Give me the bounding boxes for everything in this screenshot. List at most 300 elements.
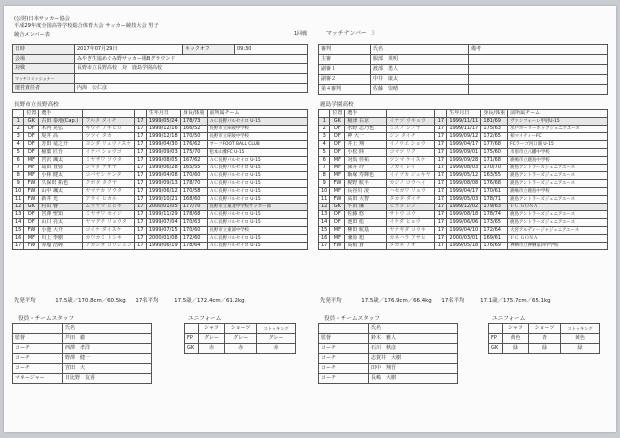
player-number: 12 <box>319 203 330 211</box>
player-kana: カネハラ アサヒ <box>387 234 435 242</box>
player-dob: 1999/04/08 <box>146 172 180 180</box>
uniform-head-blank <box>489 324 503 334</box>
uniform-head-shirt: シャツ <box>199 324 225 334</box>
player-dob: 1999/07/04 <box>146 219 180 227</box>
player-number: 13 <box>13 211 24 219</box>
player-position: MF <box>330 187 345 195</box>
uniform-table-right <box>488 323 600 354</box>
player-club: 長野市立犀陵中学校 <box>207 125 307 133</box>
player-number: 13 <box>319 211 330 219</box>
uniform-shorts: 赤 <box>225 344 257 354</box>
player-name: 山中 颯太 <box>39 187 83 195</box>
player-dob: 2000/03/01 <box>447 234 481 242</box>
player-height-weight: 163/55 <box>481 172 508 180</box>
player-grade: 17 <box>435 156 447 164</box>
info-value: 長野市立長野高校 対 鹿島学園高校 <box>75 64 308 74</box>
official-name: 中井 康太 <box>371 75 469 85</box>
player-kana: カジノ コウヘイ <box>387 180 435 188</box>
uniform-shirt: 黄色 <box>503 334 529 344</box>
uniform-head-shorts: ショーツ <box>528 324 560 334</box>
player-height-weight: 169/61 <box>481 234 508 242</box>
player-position: DF <box>330 133 345 141</box>
official-role: 副審１ <box>319 65 371 75</box>
official-name: 佐藤 崇晴 <box>371 85 469 95</box>
round-label: 1回戦 <box>294 31 308 37</box>
player-kana: ミヤザワ ソウタ <box>83 156 134 164</box>
uniform-shorts: 青 <box>528 334 560 344</box>
avg-value: 17.5歳／170.8cm／60.5kg <box>55 298 126 304</box>
uniform-header <box>185 324 296 334</box>
player-dob: 1999/08/08 <box>447 180 481 188</box>
player-name: 柳田 航基 <box>345 226 387 234</box>
player-position: GK <box>24 203 39 211</box>
player-kana: イノウエ ショウ <box>387 141 435 149</box>
left-averages <box>14 296 245 304</box>
player-grade: 17 <box>134 164 146 172</box>
player-club: ＦＣ ＧＯＮＡ <box>508 234 608 242</box>
player-row <box>13 211 308 219</box>
player-position: FW <box>24 226 39 234</box>
player-dob: 1999/04/30 <box>146 141 180 149</box>
player-position: FW <box>24 242 39 250</box>
player-position: DF <box>330 211 345 219</box>
player-kana: ツツイ タカ <box>83 133 134 141</box>
player-height-weight: 170/50 <box>180 133 207 141</box>
player-row <box>319 172 608 180</box>
player-height-weight: 181/69 <box>481 117 508 125</box>
uniform-head-shirt: シャツ <box>503 324 529 334</box>
player-dob: 1999/12/02 <box>447 203 481 211</box>
player-club: ＡＣ長野パルセイロ U-15 <box>207 180 307 188</box>
player-position: FW <box>330 195 345 203</box>
staff-name: 野澤 健一 <box>63 354 152 364</box>
player-name: 兼原 旭 <box>345 234 387 242</box>
player-name: 梶野 航平 <box>345 180 387 188</box>
player-grade: 17 <box>435 133 447 141</box>
info-row <box>13 54 308 64</box>
staff-name: 志賀井 大樹 <box>369 354 458 364</box>
player-kana: ヤマグチ リョウタ <box>83 219 134 227</box>
uniform-row <box>489 334 600 344</box>
player-position: DF <box>24 148 39 156</box>
player-name: 堤井 高 <box>39 133 83 141</box>
player-height-weight: 178/71 <box>481 195 508 203</box>
player-kana: ツシマ ケイスケ <box>387 156 435 164</box>
player-club: 長野市立東北中学校サッカー部 <box>207 203 307 211</box>
uniform-left-title: ユニフォーム <box>188 316 222 322</box>
col-head-name: 選手 <box>39 110 83 118</box>
player-kana: キウチ アキヒロ <box>83 125 134 133</box>
official-note <box>469 65 608 75</box>
player-position: FW <box>24 180 39 188</box>
uniform-table-left <box>184 323 296 354</box>
staff-row <box>13 344 152 354</box>
officials-header <box>319 45 608 55</box>
player-number: 6 <box>319 156 330 164</box>
sub-avg-label: 17名平均 <box>441 298 465 304</box>
uniform-right-title: ユニフォーム <box>492 316 526 322</box>
player-grade: 17 <box>134 211 146 219</box>
player-club: 柏マイティーFC <box>508 133 608 141</box>
player-height-weight: 175/60 <box>481 148 508 156</box>
uniform-shorts: 緑 <box>528 344 560 354</box>
staff-row <box>319 344 458 354</box>
player-row <box>13 219 308 227</box>
avg-value: 17.5歳／176.9cm／66.4kg <box>361 298 432 304</box>
player-grade: 17 <box>134 156 146 164</box>
player-row <box>13 125 308 133</box>
player-kana: カワカミ トシキ <box>83 234 134 242</box>
player-name: 稲津 右京 <box>345 117 387 125</box>
staff-head-name: 氏名 <box>369 324 458 334</box>
player-grade: 17 <box>435 141 447 149</box>
uniform-head-shorts: ショーツ <box>225 324 257 334</box>
player-club: 鹿島アントラーズジュニアユース <box>508 211 608 219</box>
info-label: 対戦 <box>13 64 75 74</box>
player-number: 15 <box>13 226 24 234</box>
player-dob: 1999/09/12 <box>447 133 481 141</box>
player-row <box>13 164 308 172</box>
player-name: 島田 直弥 <box>39 164 83 172</box>
player-grade: 17 <box>435 117 447 125</box>
player-row <box>319 234 608 242</box>
player-number: 5 <box>13 148 24 156</box>
uniform-head-socks: ストッキング <box>561 324 600 334</box>
player-kana: シマダ ナオヤ <box>83 164 134 172</box>
player-name: 村山 響 <box>39 203 83 211</box>
player-row <box>319 148 608 156</box>
staff-role: コーチ <box>13 354 63 364</box>
staff-name: 芦田 徹 <box>63 334 152 344</box>
player-position: DF <box>24 141 39 149</box>
player-position: DF <box>24 125 39 133</box>
officials-head-cell: 氏名 <box>371 45 469 55</box>
player-club: FCラーゴ河口湖 U-15 <box>508 141 608 149</box>
player-row <box>13 148 308 156</box>
player-height-weight: 171/68 <box>481 156 508 164</box>
uniform-row <box>489 344 600 354</box>
player-club: 大宮アルディージャジュニアユース <box>508 226 608 234</box>
col-head-pos: 位置 <box>330 110 345 118</box>
player-row <box>13 156 308 164</box>
player-dob: 1999/11/17 <box>447 125 481 133</box>
player-number: 8 <box>319 172 330 180</box>
uniform-pos: FP <box>489 334 503 344</box>
player-row <box>319 226 608 234</box>
player-height-weight: 170/61 <box>481 187 508 195</box>
player-height-weight: 170/58 <box>180 187 207 195</box>
uniform-shirt: 緑 <box>503 344 529 354</box>
player-name: 高田 大智 <box>345 195 387 203</box>
info-row <box>13 64 308 74</box>
player-club: 鹿島アントラーズジュニアユース <box>508 219 608 227</box>
player-row <box>319 187 608 195</box>
player-kana: ミズノ シノヤ <box>387 125 435 133</box>
official-role: 副審２ <box>319 75 371 85</box>
player-number: 7 <box>13 164 24 172</box>
uniform-socks: 赤 <box>257 344 296 354</box>
match-number-value: 3 <box>371 30 375 37</box>
player-dob: 1999/06/28 <box>146 164 180 172</box>
player-position: FW <box>24 187 39 195</box>
player-dob: 1999/05/12 <box>447 172 481 180</box>
player-height-weight: 178/73 <box>180 117 207 125</box>
col-head-dob: 生年月日 <box>146 110 180 118</box>
player-kana: フルタ タイチ <box>83 117 134 125</box>
player-club: 長野市立犀陵中学校 <box>207 133 307 141</box>
player-number: 17 <box>319 242 330 250</box>
player-dob: 1999/04/17 <box>447 141 481 149</box>
player-grade: 17 <box>435 203 447 211</box>
player-height-weight: 170/63 <box>180 219 207 227</box>
player-number: 7 <box>319 164 330 172</box>
player-grade: 17 <box>134 125 146 133</box>
player-club: ＡＣ長野パルセイロ U-15 <box>207 211 307 219</box>
player-height-weight: 172/64 <box>481 226 508 234</box>
player-grade: 17 <box>134 234 146 242</box>
player-kana: ヤナギダ コウキ <box>387 226 435 234</box>
player-row <box>319 156 608 164</box>
player-grade: 17 <box>134 180 146 188</box>
staff-row <box>319 334 458 344</box>
uniform-pos: FP <box>185 334 199 344</box>
player-grade: 17 <box>435 164 447 172</box>
player-kana: ヒラタ レン <box>387 203 435 211</box>
player-dob: 1999/10/21 <box>146 195 180 203</box>
player-grade: 17 <box>435 211 447 219</box>
info-value: みやぎ生協めぐみ野サッカー場Bグラウンド <box>75 54 308 64</box>
player-name: 木内 晃弘 <box>39 125 83 133</box>
player-number: 1 <box>319 117 330 125</box>
player-kana: タカネ アオ <box>387 242 435 250</box>
staff-table-right <box>318 323 458 384</box>
player-position: MF <box>330 164 345 172</box>
player-number: 5 <box>319 148 330 156</box>
player-name: 高根 蒼 <box>345 242 387 250</box>
sub-avg-value: 17.1歳／175.7cm／65.1kg <box>480 298 551 304</box>
player-kana: サトウ ユウ <box>387 211 435 219</box>
player-club: ＡＣ長野パルセイロ U-15 <box>207 117 307 125</box>
staff-header <box>13 324 152 334</box>
col-head-no <box>319 110 330 118</box>
player-grade: 17 <box>435 187 447 195</box>
player-number: 3 <box>13 133 24 141</box>
player-club: 松本山雅FC U-15 <box>207 148 307 156</box>
staff-head-blank <box>319 324 369 334</box>
player-grade: 17 <box>134 242 146 250</box>
info-label: キックオフ <box>183 45 235 55</box>
staff-head-blank <box>13 324 63 334</box>
player-name: 宮澤 聖知 <box>39 211 83 219</box>
player-height-weight: 175/63 <box>481 125 508 133</box>
player-club: 長野市立東部中学校 <box>207 226 307 234</box>
staff-name: 日比野 友香 <box>63 374 152 384</box>
player-grade: 17 <box>435 195 447 203</box>
player-name: 小林 健太 <box>39 172 83 180</box>
player-row <box>319 180 608 188</box>
player-club: ＡＣ長野パルセイロ U-15 <box>207 187 307 195</box>
player-name: 新井 光 <box>39 195 83 203</box>
player-club: 鹿嶋市立鹿島中学校 <box>508 156 608 164</box>
player-kana: ヤマナカ ソウタ <box>83 187 134 195</box>
player-name: 古田 泰地(Cap.) <box>39 117 83 125</box>
player-row <box>319 125 608 133</box>
staff-name: 石川 秋彦 <box>369 344 458 354</box>
player-row <box>13 141 308 149</box>
player-club: ＡＣ長野パルセイロ U-15 <box>207 172 307 180</box>
player-name: 小松 陸 <box>345 148 387 156</box>
player-grade: 17 <box>435 242 447 250</box>
player-club: 鹿島アントラーズジュニアユース <box>508 195 608 203</box>
player-dob: 1999/04/10 <box>447 226 481 234</box>
staff-head-name: 氏名 <box>63 324 152 334</box>
player-row <box>13 242 308 250</box>
player-kana: イケダ ヒョウ <box>387 219 435 227</box>
player-position: FW <box>330 180 345 188</box>
player-position: MF <box>330 226 345 234</box>
player-grade: 17 <box>134 172 146 180</box>
avg-label: 先発平均 <box>14 298 36 304</box>
officials-head-cell: 審判 <box>319 45 371 55</box>
player-dob: 1999/11/11 <box>447 117 481 125</box>
player-name: 深井 玲 <box>345 164 387 172</box>
player-dob: 1999/08/05 <box>146 156 180 164</box>
team-right-name: 鹿島学園高校 <box>320 102 354 108</box>
player-number: 6 <box>13 156 24 164</box>
player-height-weight: 170/70 <box>481 164 508 172</box>
player-row <box>319 164 608 172</box>
player-height-weight: 165/55 <box>180 164 207 172</box>
player-dob: 1999/05/03 <box>447 195 481 203</box>
player-row <box>319 141 608 149</box>
player-height-weight: 175/70 <box>180 148 207 156</box>
player-number: 4 <box>319 141 330 149</box>
staff-name: 鈴木 雅人 <box>369 334 458 344</box>
staff-name: 田中 翔吾 <box>369 364 458 374</box>
col-head-dob: 生年月日 <box>447 110 481 118</box>
player-row <box>13 172 308 180</box>
player-grade: 17 <box>134 187 146 195</box>
info-row <box>13 83 308 93</box>
info-label: 運営責任者 <box>13 83 75 93</box>
player-number: 9 <box>319 180 330 188</box>
player-name: 芳田 竜之介 <box>39 141 83 149</box>
player-number: 8 <box>13 172 24 180</box>
player-dob: 1999/04/17 <box>447 187 481 195</box>
player-row <box>13 195 308 203</box>
player-dob: 1999/06/06 <box>447 219 481 227</box>
staff-table-left <box>12 323 152 384</box>
org-name: (公財)日本サッカー協会 <box>14 16 70 22</box>
player-dob: 1999/11/29 <box>146 211 180 219</box>
staff-role: コーチ <box>319 344 369 354</box>
player-grade: 17 <box>134 141 146 149</box>
player-height-weight: 176/68 <box>481 180 508 188</box>
player-height-weight: 176/62 <box>180 141 207 149</box>
player-name: 川上 季樹 <box>39 234 83 242</box>
player-position: MF <box>24 156 39 164</box>
player-kana: イナヅ ウキョウ <box>387 117 435 125</box>
col-head-name: 選手 <box>345 110 387 118</box>
match-number-label: マッチナンバー <box>326 30 368 37</box>
roster-header <box>319 110 608 118</box>
staff-row <box>13 374 152 384</box>
player-club: ＡＣ長野パルセイロ U-15 <box>207 195 307 203</box>
right-averages <box>320 296 551 304</box>
document-sheet <box>4 6 616 432</box>
player-kana: ハセガワ リョウ <box>387 187 435 195</box>
player-number: 12 <box>13 203 24 211</box>
staff-row <box>13 334 152 344</box>
document-header <box>14 16 159 39</box>
player-position: DF <box>330 148 345 156</box>
player-grade: 17 <box>435 148 447 156</box>
col-head-grade <box>435 110 447 118</box>
player-row <box>319 211 608 219</box>
player-position: DF <box>330 141 345 149</box>
staff-role: マネージャー <box>13 374 63 384</box>
player-name: 久保田 拓也 <box>39 180 83 188</box>
uniform-head-socks: ストッキング <box>257 324 296 334</box>
player-club: ＡＣ長野パルセイロ U-15 <box>207 234 307 242</box>
col-head-club: 前所属チーム <box>508 110 608 118</box>
player-kana: コマツ リク <box>387 148 435 156</box>
player-club: ＡＣ長野パルセイロ U-15 <box>207 156 307 164</box>
player-row <box>319 219 608 227</box>
player-grade: 17 <box>435 219 447 227</box>
staff-role: コーチ <box>13 364 63 374</box>
player-kana: ムラヤマ ヒビキ <box>83 203 134 211</box>
player-club: ＡＣ長野パルセイロ U-15 <box>207 164 307 172</box>
player-number: 15 <box>319 226 330 234</box>
roster-header <box>13 110 308 118</box>
uniform-socks: グレー <box>257 334 296 344</box>
player-position: DF <box>330 125 345 133</box>
player-dob: 1999/08/18 <box>447 211 481 219</box>
player-grade: 17 <box>435 172 447 180</box>
player-dob: 1999/05/18 <box>447 242 481 250</box>
player-club: 鹿嶋市立鹿島中学校 <box>508 187 608 195</box>
player-position: MF <box>330 234 345 242</box>
col-head-no <box>13 110 24 118</box>
player-row <box>319 203 608 211</box>
col-head-pos: 位置 <box>24 110 39 118</box>
staff-header <box>319 324 458 334</box>
uniform-head-blank <box>185 324 199 334</box>
uniform-row <box>185 344 296 354</box>
match-info-table <box>12 44 308 93</box>
player-grade: 17 <box>134 226 146 234</box>
player-kana: イナバ ショウゴ <box>83 148 134 156</box>
player-row <box>13 234 308 242</box>
player-number: 11 <box>319 195 330 203</box>
player-club: サーフFOOT BALL CLUB <box>207 141 307 149</box>
uniform-shorts: グレー <box>225 334 257 344</box>
player-dob: 1999/06/12 <box>146 187 180 195</box>
info-row <box>13 74 308 84</box>
player-kana: タカタ ダイチ <box>387 195 435 203</box>
official-note <box>469 85 608 95</box>
player-grade: 17 <box>435 234 447 242</box>
staff-row <box>319 354 458 364</box>
player-name: 赤塩 浩純 <box>39 242 83 250</box>
player-name: 池田 彪 <box>345 219 387 227</box>
player-dob: 2000/01/08 <box>146 234 180 242</box>
info-label: マッチコミッショナー <box>13 74 75 84</box>
player-position: MF <box>24 234 39 242</box>
player-grade: 17 <box>134 117 146 125</box>
player-club: 鹿島アントラーズジュニアユース <box>508 164 608 172</box>
